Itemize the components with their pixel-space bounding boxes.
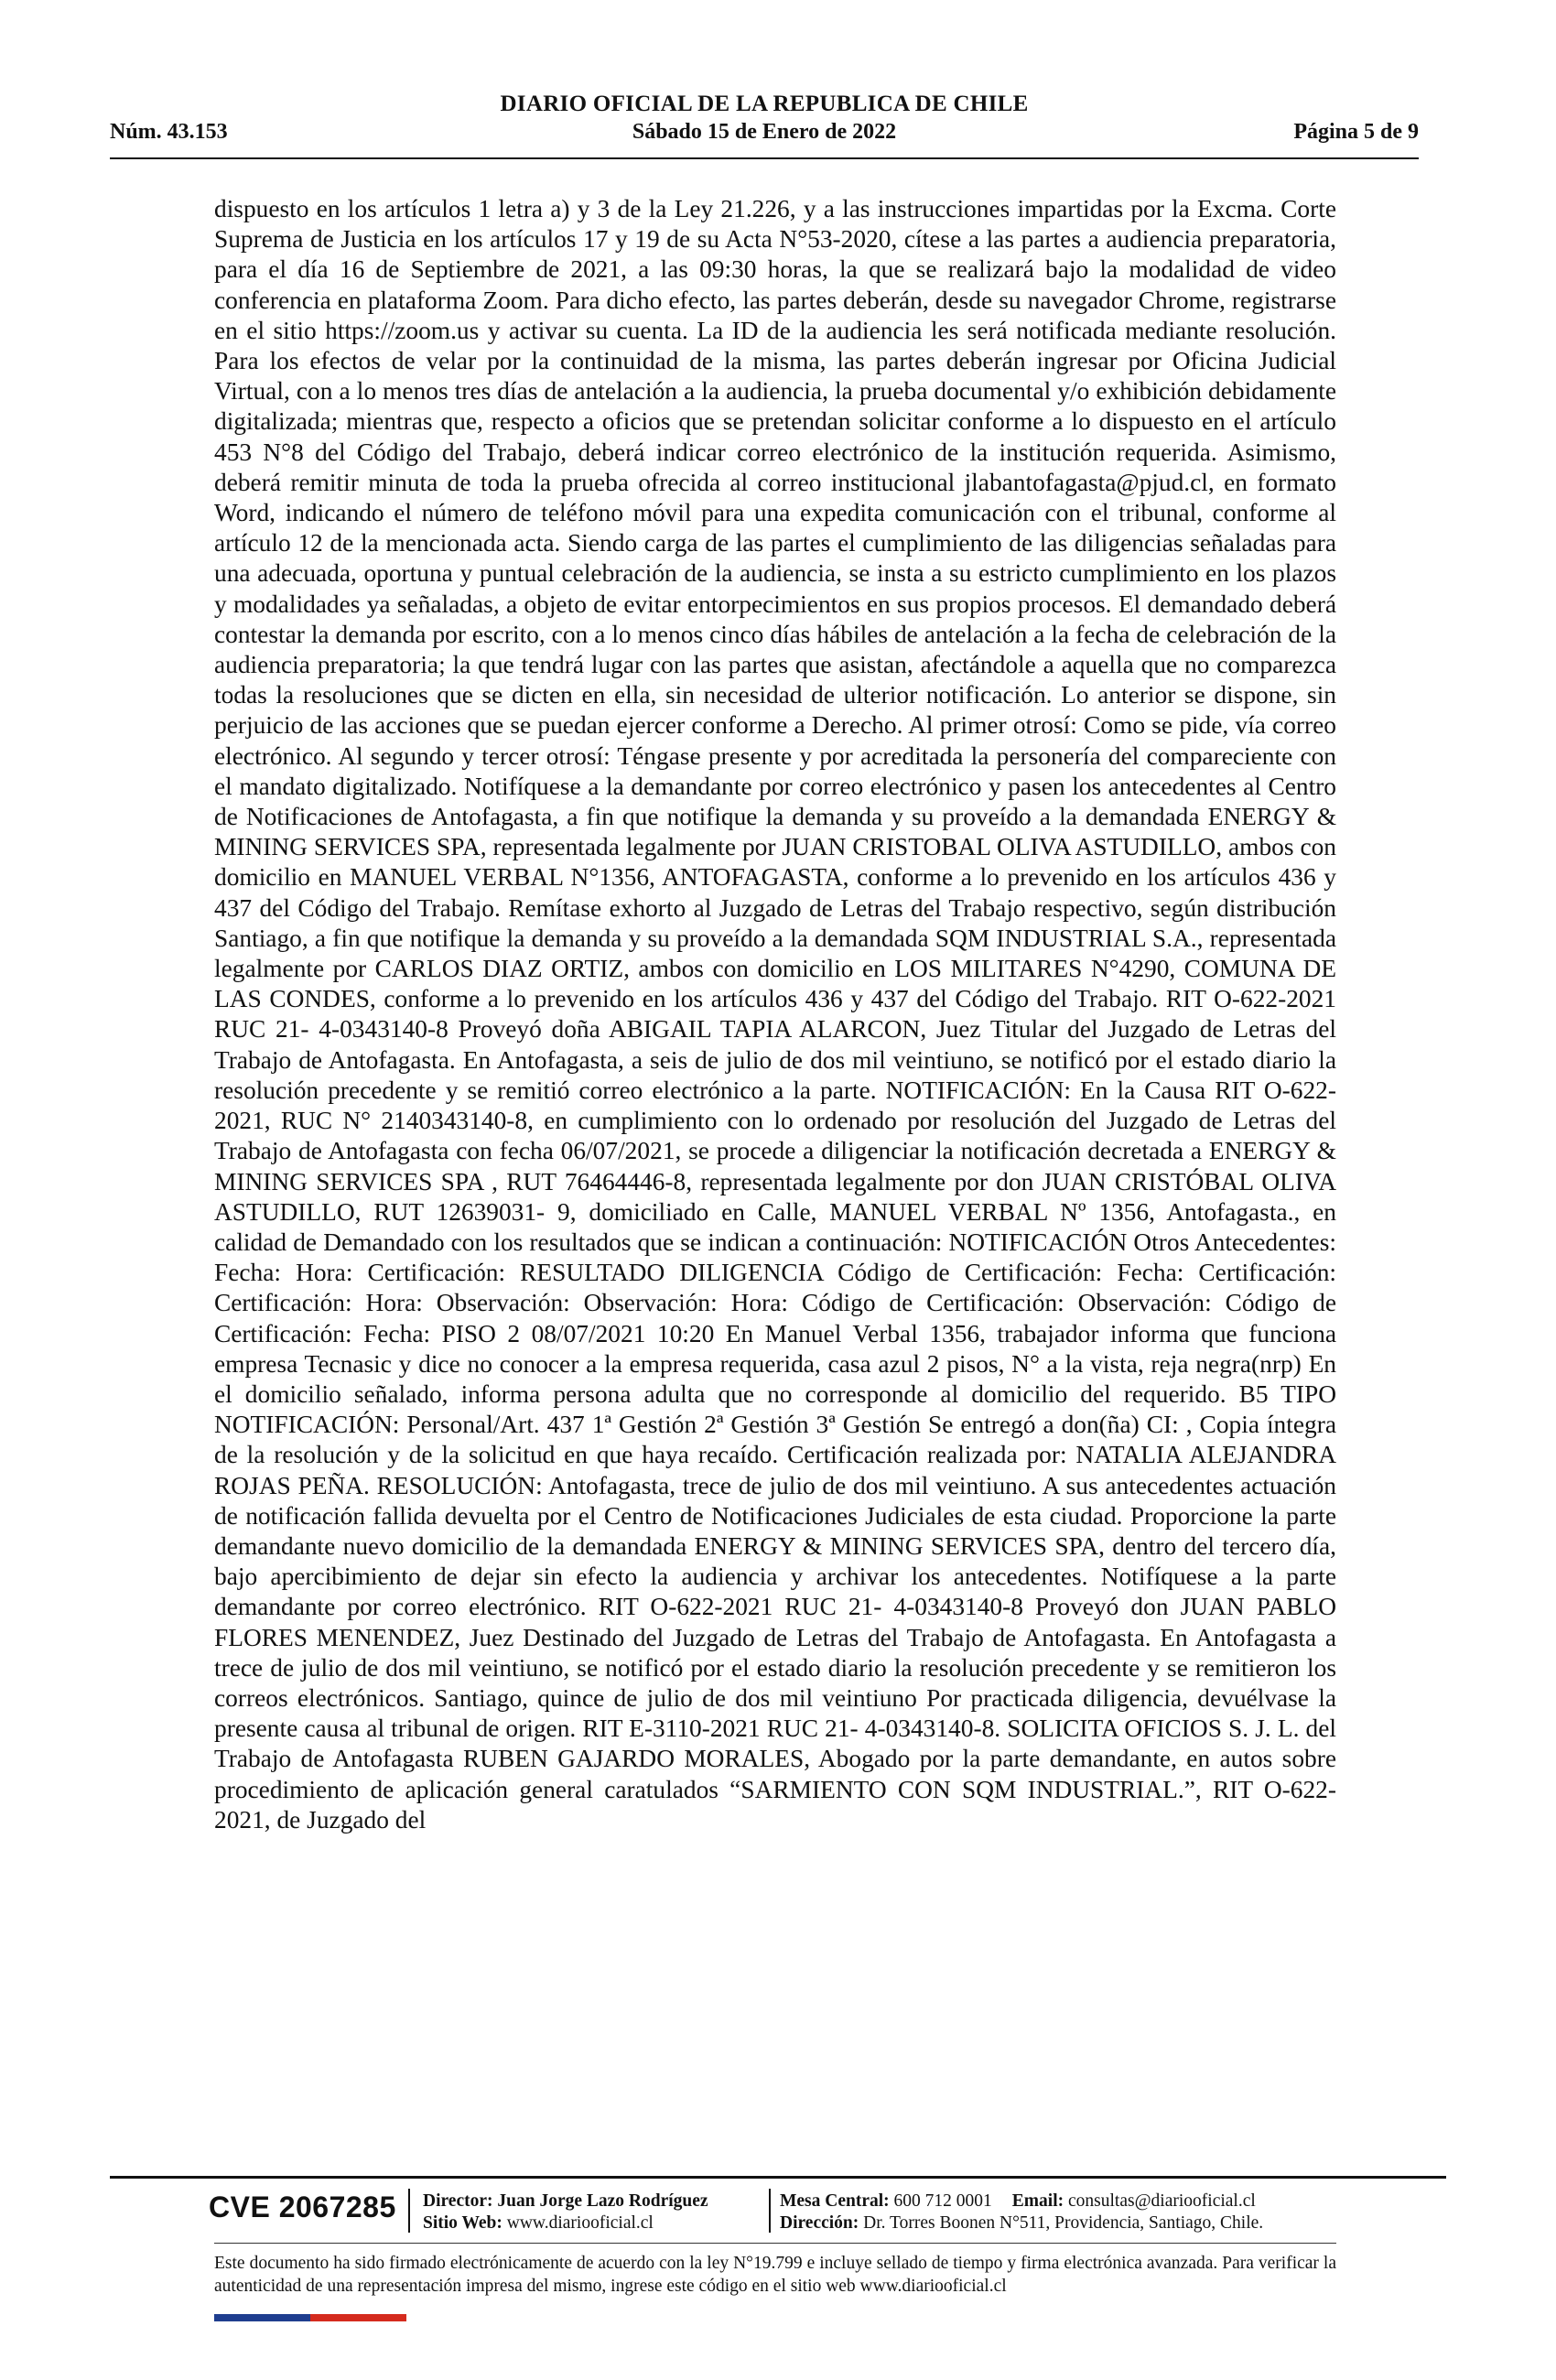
header-divider — [110, 157, 1419, 159]
cve-code: CVE 2067285 — [209, 2191, 396, 2223]
footer-separator — [769, 2189, 771, 2233]
body-text: dispuesto en los artículos 1 letra a) y 3 de la Ley 21.226, y a las instrucciones impartidas por la Excma. Corte Suprema de Justicia en los artículos 17 y 19 de su Acta N°53-2020, cítese a las partes a audiencia preparatoria, para el día 16 de Septiembre de 2021, a las 09:30 horas, la que se realizará bajo la modalidad de video conferencia en plataforma Zoom. Para dicho efecto, las partes deberán, desde su navegador Chrome, registrarse en el sitio https://zoom.us y activar su cuenta. La ID de la audiencia les será notificada mediante resolución. Para los efectos de velar por la continuidad de la misma, las partes deberán ingresar por Oficina Judicial Virtual, con a lo menos tres días de antelación a la audiencia, la prueba documental y/o exhibición debidamente digitalizada; mientras que, respecto a oficios que se pretendan solicitar conforme a lo dispuesto en el artículo 453 N°8 del Código del Trabajo, deberá indicar correo electrónico de la institución requerida. Asimismo, deberá remitir minuta de toda la prueba ofrecida al correo institucional jlabantofagasta@pjud.cl, en formato Word, indicando el número de teléfono móvil para una expedita comunicación con el tribunal, conforme al artículo 12 de la mencionada acta. Siendo carga de las partes el cumplimiento de las diligencias señaladas para una adecuada, oportuna y puntual celebración de la audiencia, se insta a su estricto cumplimiento en los plazos y modalidades ya señaladas, a objeto de evitar entorpecimientos en sus propios procesos. El demandado deberá contestar la demanda por escrito, con a lo menos cinco días hábiles de antelación a la fecha de celebración de la audiencia preparatoria; la que tendrá lugar con las partes que asistan, afectándole a aquella que no comparezca todas la resoluciones que se dicten en ella, sin necesidad de ulterior notificación. Lo anterior se dispone, sin perjuicio de las acciones que se puedan ejercer conforme a Derecho. Al primer otrosí: Como se pide, vía correo electrónico. Al segundo y tercer otrosí: Téngase presente y por acreditada la personería del compareciente con el mandato digitalizado. Notifíquese a la demandante por correo electrónico y pasen los antecedentes al Centro de Notificaciones de Antofagasta, a fin que notifique la demanda y su proveído a la demandada ENERGY & MINING SERVICES SPA, representada legalmente por JUAN CRISTOBAL OLIVA ASTUDILLO, ambos con domicilio en MANUEL VERBAL N°1356, ANTOFAGASTA, conforme a lo prevenido en los artículos 436 y 437 del Código del Trabajo. Remítase exhorto al Juzgado de Letras del Trabajo respectivo, según distribución Santiago, a fin que notifique la demanda y su proveído a la demandada SQM INDUSTRIAL S.A., representada legalmente por CARLOS DIAZ ORTIZ, ambos con domicilio en LOS MILITARES N°4290, COMUNA DE LAS CONDES, conforme a lo prevenido en los artículos 436 y 437 del Código del Trabajo. RIT O-622-2021 RUC 21- 4-0343140-8 Proveyó doña ABIGAIL TAPIA ALARCON, Juez Titular del Juzgado de Letras del Trabajo de Antofagasta. En Antofagasta, a seis de julio de dos mil veintiuno, se notificó por el estado diario la resolución precedente y se remitió correo electrónico a la parte. NOTIFICACIÓN: En la Causa RIT O-622-2021, RUC N° 2140343140-8, en cumplimiento con lo ordenado por resolución del Juzgado de Letras del Trabajo de Antofagasta con fecha 06/07/2021, se procede a diligenciar la notificación decretada a ENERGY & MINING SERVICES SPA , RUT 76464446-8, representada legalmente por don JUAN CRISTÓBAL OLIVA ASTUDILLO, RUT 12639031- 9, domiciliado en Calle, MANUEL VERBAL Nº 1356, Antofagasta., en calidad de Demandado con los resultados que se indican a continuación: NOTIFICACIÓN Otros Antecedentes: Fecha: Hora: Certificación: RESULTADO DILIGENCIA Código de Certificación: Fecha: Certificación: Certificación: Hora: Observación: Observación: Hora: Código de Certificación: Observación: Código de Certificación: Fecha: PISO 2 08/07/2021 10:20 En Manuel Verbal 1356, trabajador informa que funciona empresa Tecnasic y dice no conocer a la empresa requerida, casa azul 2 pisos, N° a la vista, reja negra(nrp) En el domicilio señalado, informa persona adulta que no corresponde al domicilio del requerido. B5 TIPO NOTIFICACIÓN: Personal/Art. 437 1ª Gestión 2ª Gestión 3ª Gestión Se entregó a don(ña) CI: , Copia íntegra de la resolución y de la solicitud en que haya recaído. Certificación realizada por: NATALIA ALEJANDRA ROJAS PEÑA. RESOLUCIÓN: Antofagasta, trece de julio de dos mil veintiuno. A sus antecedentes actuación de notificación fallida devuelta por el Centro de Notificaciones Judiciales de esta ciudad. Proporcione la parte demandante nuevo domicilio de la demandada ENERGY & MINING SERVICES SPA, dentro del tercero día, bajo apercibimiento de dejar sin efecto la audiencia y archivar los antecedentes. Notifíquese a la parte demandante por correo electrónico. RIT O-622-2021 RUC 21- 4-0343140-8 Proveyó don JUAN PABLO FLORES MENENDEZ, Juez Destinado del Juzgado de Letras del Trabajo de Antofagasta. En Antofagasta a trece de julio de dos mil veintiuno, se notificó por el estado diario la resolución precedente y se remitieron los correos electrónicos. Santiago, quince de julio de dos mil veintiuno Por practicada diligencia, devuélvase la presente causa al tribunal de origen. RIT E-3110-2021 RUC 21- 4-0343140-8. SOLICITA OFICIOS S. J. L. del Trabajo de Antofagasta RUBEN GAJARDO MORALES, Abogado por la parte demandante, en autos sobre procedimiento de aplicación general caratulados “SARMIENTO CON SQM INDUSTRIAL.”, RIT O-622-2021, de Juzgado del — [214, 195, 1336, 1834]
issue-number: Núm. 43.153 — [110, 120, 228, 144]
site-label: Sitio Web: — [423, 2213, 502, 2233]
email-label: Email: — [1011, 2191, 1064, 2211]
footer-divider-thin — [214, 2243, 1336, 2244]
footer-separator — [408, 2189, 410, 2233]
flag-blue-segment — [214, 2314, 310, 2321]
email-link[interactable]: consultas@diariooficial.cl — [1068, 2191, 1256, 2211]
address-label: Dirección: — [780, 2213, 859, 2233]
site-link[interactable]: www.diariooficial.cl — [506, 2213, 654, 2233]
mesa-label: Mesa Central: — [780, 2191, 890, 2211]
director-label: Director: — [423, 2191, 493, 2211]
footer — [209, 2183, 1353, 2238]
signature-disclaimer: Este documento ha sido firmado electrónicamente de acuerdo con la ley N°19.799 e incluye sellado de tiempo y firma electrónica avanzada. Para verificar la autenticidad de una representación impresa del mismo, ingrese este código en el sitio web www.diariooficial.cl — [214, 2254, 1336, 2296]
director-value: Juan Jorge Lazo Rodríguez — [497, 2191, 708, 2211]
footer-contact-block — [780, 2191, 1263, 2234]
page-indicator: Página 5 de 9 — [1293, 120, 1419, 144]
flag-stripe — [214, 2314, 406, 2321]
issue-date: Sábado 15 de Enero de 2022 — [632, 120, 897, 144]
address-value: Dr. Torres Boonen N°511, Providencia, Santiago, Chile. — [863, 2213, 1264, 2233]
page-header — [110, 92, 1419, 156]
header-meta-row — [110, 120, 1419, 149]
footer-divider — [110, 2176, 1446, 2179]
publication-title: DIARIO OFICIAL DE LA REPUBLICA DE CHILE — [500, 92, 1029, 116]
mesa-phone: 600 712 0001 — [893, 2191, 992, 2211]
footer-director-block — [423, 2191, 708, 2234]
flag-red-segment — [310, 2314, 406, 2321]
